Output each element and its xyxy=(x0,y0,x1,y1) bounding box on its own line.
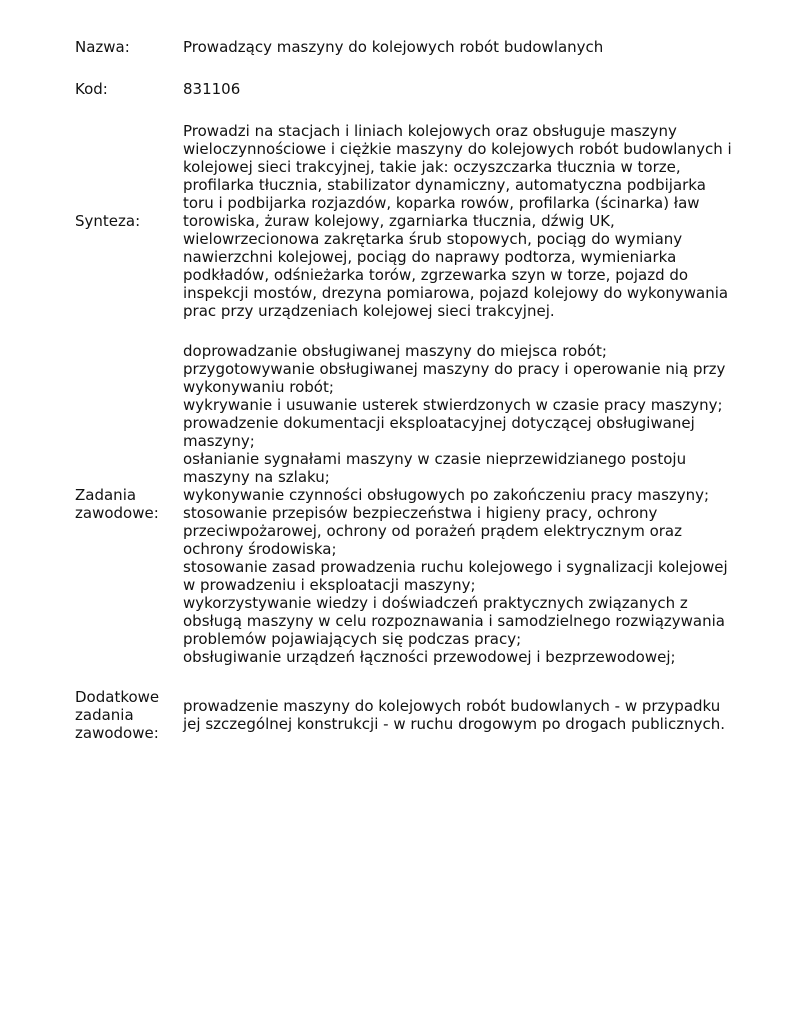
additional-tasks-row xyxy=(75,688,765,742)
synthesis-line: wieloczynnościowe i ciężkie maszyny do kolejowych robót budowlanych i xyxy=(183,140,732,158)
synthesis-line: kolejowej sieci trakcyjnej, takie jak: oczyszczarka tłucznia w torze, xyxy=(183,158,681,176)
additional-task-line: prowadzenie maszyny do kolejowych robót budowlanych - w przypadku xyxy=(183,697,721,715)
task-line: problemów pojawiających się podczas pracy; xyxy=(183,630,522,648)
synthesis-line: toru i podbijarka rozjazdów, koparka rowów, profilarka (ścinarka) ław xyxy=(183,194,700,212)
name-label: Nazwa: xyxy=(75,38,130,56)
synthesis-line: Prowadzi na stacjach i liniach kolejowych oraz obsługuje maszyny xyxy=(183,122,677,140)
synthesis-text xyxy=(183,122,765,320)
code-row xyxy=(75,80,765,98)
task-line: osłanianie sygnałami maszyny w czasie nieprzewidzianego postoju xyxy=(183,450,687,468)
task-line: maszyny; xyxy=(183,432,255,450)
task-line: obsługiwanie urządzeń łączności przewodowej i bezprzewodowej; xyxy=(183,648,676,666)
tasks-label xyxy=(75,486,183,522)
task-line: w prowadzeniu i eksploatacji maszyny; xyxy=(183,576,476,594)
synthesis-line: podkładów, odśnieżarka torów, zgrzewarka szyn w torze, pojazd do xyxy=(183,266,689,284)
task-line: stosowanie zasad prowadzenia ruchu kolejowego i sygnalizacji kolejowej xyxy=(183,558,728,576)
synthesis-line: profilarka tłucznia, stabilizator dynamiczny, automatyczna podbijarka xyxy=(183,176,706,194)
additional-tasks-label-line: zadania xyxy=(75,706,134,724)
synthesis-line: nawierzchni kolejowej, pociąg do naprawy podtorza, wymieniarka xyxy=(183,248,677,266)
additional-tasks-text xyxy=(183,697,765,733)
task-line: maszyny na szlaku; xyxy=(183,468,330,486)
task-line: przeciwpożarowej, ochrony od porażeń prądem elektrycznym oraz xyxy=(183,522,682,540)
task-line: wykrywanie i usuwanie usterek stwierdzonych w czasie pracy maszyny; xyxy=(183,396,723,414)
additional-tasks-label xyxy=(75,688,183,742)
name-row xyxy=(75,38,765,56)
code-value: 831106 xyxy=(183,80,241,98)
task-line: doprowadzanie obsługiwanej maszyny do miejsca robót; xyxy=(183,342,607,360)
tasks-label-line: Zadania xyxy=(75,486,137,504)
task-line: ochrony środowiska; xyxy=(183,540,337,558)
task-line: przygotowywanie obsługiwanej maszyny do pracy i operowanie nią przy xyxy=(183,360,726,378)
task-line: wykonywaniu robót; xyxy=(183,378,334,396)
synthesis-label: Synteza: xyxy=(75,212,141,230)
task-line: stosowanie przepisów bezpieczeństwa i higieny pracy, ochrony xyxy=(183,504,658,522)
tasks-list xyxy=(183,342,765,666)
tasks-label-line: zawodowe: xyxy=(75,504,159,522)
task-line: wykonywanie czynności obsługowych po zakończeniu pracy maszyny; xyxy=(183,486,710,504)
task-line: wykorzystywanie wiedzy i doświadczeń praktycznych związanych z xyxy=(183,594,688,612)
additional-tasks-label-line: Dodatkowe xyxy=(75,688,160,706)
additional-task-line: jej szczególnej konstrukcji - w ruchu drogowym po drogach publicznych. xyxy=(183,715,725,733)
synthesis-line: inspekcji mostów, drezyna pomiarowa, pojazd kolejowy do wykonywania xyxy=(183,284,729,302)
synthesis-row xyxy=(75,122,765,320)
name-value: Prowadzący maszyny do kolejowych robót budowlanych xyxy=(183,38,604,56)
occupation-document xyxy=(75,38,765,764)
synthesis-line: torowiska, żuraw kolejowy, zgarniarka tłucznia, dźwig UK, xyxy=(183,212,615,230)
additional-tasks-label-line: zawodowe: xyxy=(75,724,159,742)
task-line: prowadzenie dokumentacji eksploatacyjnej dotyczącej obsługiwanej xyxy=(183,414,695,432)
tasks-row xyxy=(75,342,765,666)
synthesis-line: prac przy urządzeniach kolejowej sieci trakcyjnej. xyxy=(183,302,555,320)
code-label: Kod: xyxy=(75,80,108,98)
synthesis-line: wielowrzecionowa zakrętarka śrub stopowych, pociąg do wymiany xyxy=(183,230,683,248)
task-line: obsługą maszyny w celu rozpoznawania i samodzielnego rozwiązywania xyxy=(183,612,725,630)
